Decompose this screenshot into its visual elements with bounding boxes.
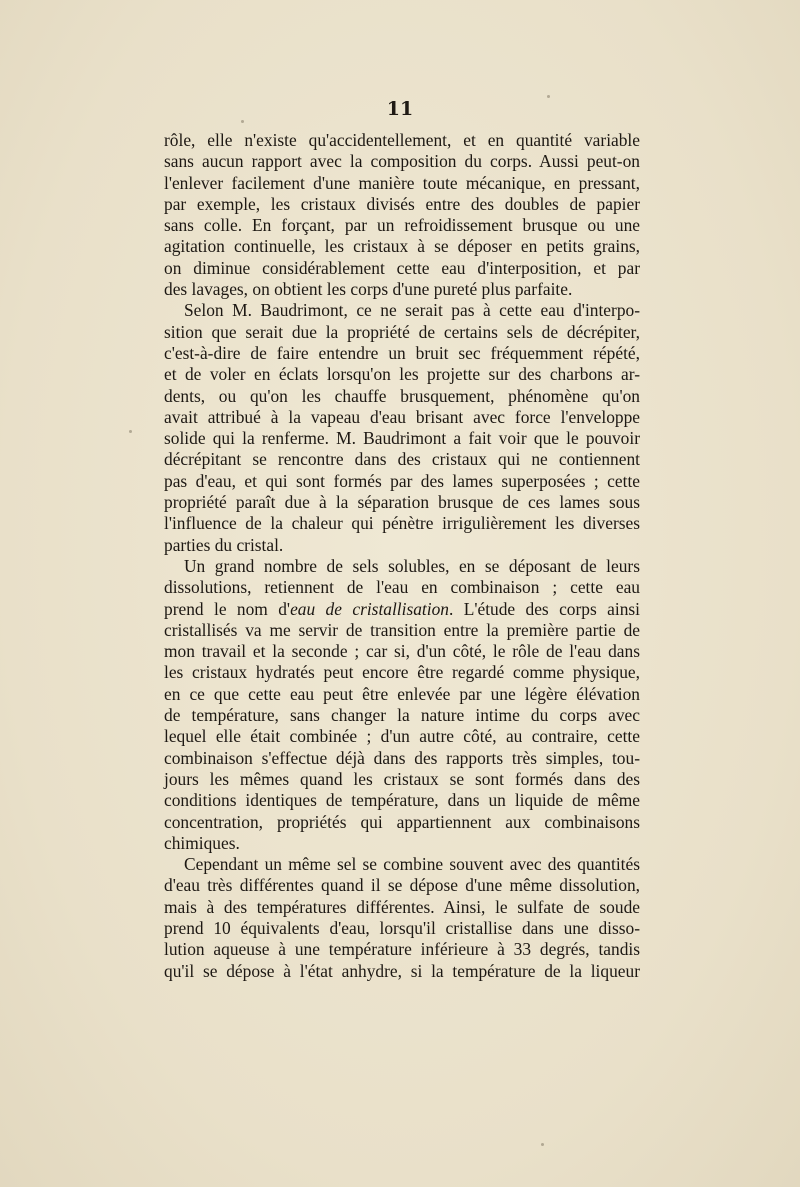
text-line: lequel elle était combinée ; d'un autre côté, au contraire, cette: [164, 726, 640, 747]
paper-speck: [241, 120, 244, 123]
text-line: mon travail et la seconde ; car si, d'un côté, le rôle de l'eau dans: [164, 641, 640, 662]
text-line: on diminue considérablement cette eau d'interposition, et par: [164, 257, 640, 278]
text-line: qu'il se dépose à l'état anhydre, si la température de la liqueur: [164, 960, 640, 981]
text-line: avait attribué à la vapeau d'eau brisant avec force l'enveloppe: [164, 406, 640, 427]
text-line: décrépitant se rencontre dans des cristaux qui ne contiennent: [164, 449, 640, 470]
text-line: l'enlever facilement d'une manière toute mécanique, en pressant,: [164, 172, 640, 193]
text-line: propriété paraît due à la séparation brusque de ces lames sous: [164, 492, 640, 513]
text-line: jours les mêmes quand les cristaux se sont formés dans des: [164, 768, 640, 789]
text-line: des lavages, on obtient les corps d'une pureté plus parfaite.: [164, 279, 573, 300]
text-line: sans colle. En forçant, par un refroidissement brusque ou une: [164, 215, 640, 236]
text-line: sans aucun rapport avec la composition du corps. Aussi peut-on: [164, 151, 640, 172]
text-line: Un grand nombre de sels solubles, en se déposant de leurs: [184, 555, 640, 576]
text-line: prend le nom d'eau de cristallisation. L'étude des corps ainsi: [164, 598, 640, 619]
paper-speck: [541, 1143, 544, 1146]
text-line: concentration, propriétés qui appartiennent aux combinaisons: [164, 811, 640, 832]
text-line: prend 10 équivalents d'eau, lorsqu'il cristallise dans une disso-: [164, 917, 640, 938]
text-line: rôle, elle n'existe qu'accidentellement, et en quantité variable: [164, 130, 640, 150]
text-line: solide qui la renferme. M. Baudrimont a fait voir que le pouvoir: [164, 428, 640, 449]
text-line: de température, sans changer la nature intime du corps avec: [164, 705, 640, 726]
text-line: cristallisés va me servir de transition entre la première partie de: [164, 619, 640, 640]
text-line: par exemple, les cristaux divisés entre des doubles de papier: [164, 193, 640, 214]
body-text: [164, 130, 640, 982]
paper-speck: [547, 95, 550, 98]
text-line: Cependant un même sel se combine souvent avec des quantités: [184, 854, 640, 875]
text-line: lution aqueuse à une température inférieure à 33 degrés, tandis: [164, 939, 640, 960]
text-line: sition que serait due la propriété de certains sels de décrépiter,: [164, 321, 640, 342]
text-line: parties du cristal.: [164, 534, 284, 555]
paper-speck: [129, 430, 132, 433]
text-line: l'influence de la chaleur qui pénètre irrigulièrement les diverses: [164, 513, 640, 534]
text-line: chimiques.: [164, 832, 240, 853]
text-line: conditions identiques de température, dans un liquide de même: [164, 790, 640, 811]
text-line: pas d'eau, et qui sont formés par des lames superposées ; cette: [164, 470, 640, 491]
text-line: agitation continuelle, les cristaux à se déposer en petits grains,: [164, 236, 640, 257]
text-line: dents, ou qu'on les chauffe brusquement, phénomène qu'on: [164, 385, 640, 406]
text-line: combinaison s'effectue déjà dans des rapports très simples, tou-: [164, 747, 640, 768]
page-number: 11: [386, 98, 414, 120]
text-line: mais à des températures différentes. Ainsi, le sulfate de soude: [164, 896, 640, 917]
text-line: c'est-à-dire de faire entendre un bruit sec fréquemment répété,: [164, 342, 640, 363]
text-line: et de voler en éclats lorsqu'on les projette sur des charbons ar-: [164, 364, 640, 385]
text-line: Selon M. Baudrimont, ce ne serait pas à cette eau d'interpo-: [184, 300, 640, 321]
text-line: en ce que cette eau peut être enlevée par une légère élévation: [164, 683, 640, 704]
text-line: d'eau très différentes quand il se dépose d'une même dissolution,: [164, 875, 640, 896]
text-line: les cristaux hydratés peut encore être regardé comme physique,: [164, 662, 640, 683]
text-line: dissolutions, retiennent de l'eau en combinaison ; cette eau: [164, 577, 640, 598]
